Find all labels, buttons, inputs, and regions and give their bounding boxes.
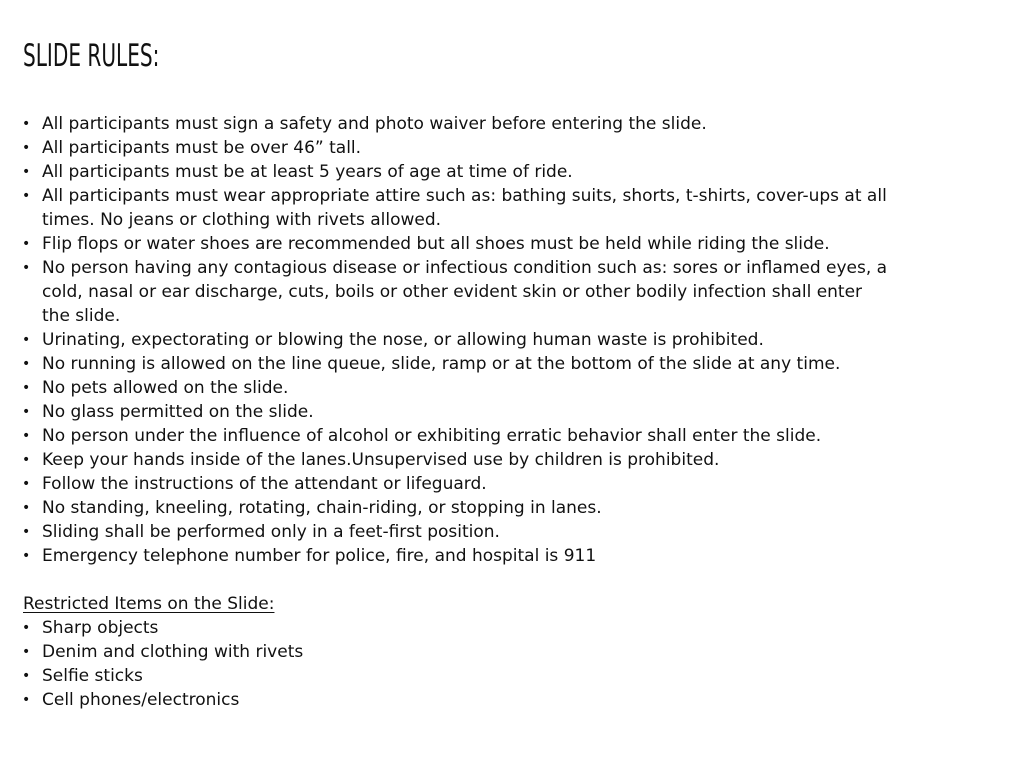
bullet-icon: • [22,332,31,348]
rule-item [0,544,1024,568]
item-text-line: Sliding shall be performed only in a feet-first position. [42,522,500,542]
item-text-line: No running is allowed on the line queue, slide, ramp or at the bottom of the slide at any time. [42,354,841,374]
restricted-item [0,688,1024,712]
rule-item [0,496,1024,520]
bullet-icon: • [22,644,31,660]
item-text-line: All participants must be over 46” tall. [42,138,362,158]
item-text-line: All participants must be at least 5 years of age at time of ride. [42,162,573,182]
bullet-icon: • [22,116,31,132]
bullet-icon: • [22,524,31,540]
section-spacer [0,568,1024,592]
restricted-items-list [0,616,1024,712]
item-text-line: All participants must sign a safety and photo waiver before entering the slide. [42,114,707,134]
page-title: SLIDE RULES: [23,38,160,74]
item-text-line: No person having any contagious disease or infectious condition such as: sores or inflamed eyes, a [42,258,888,278]
rule-item [0,448,1024,472]
rule-item [0,352,1024,376]
item-text-line: Sharp objects [42,618,159,638]
bullet-icon: • [22,692,31,708]
rule-item [0,376,1024,400]
rule-item [0,328,1024,352]
item-text-line: times. No jeans or clothing with rivets allowed. [42,210,442,230]
bullet-icon: • [22,164,31,180]
item-text-line: Denim and clothing with rivets [42,642,304,662]
rule-item [0,160,1024,184]
bullet-icon: • [22,356,31,372]
bullet-icon: • [22,188,31,204]
item-text-line: No glass permitted on the slide. [42,402,314,422]
item-text-line: No person under the influence of alcohol or exhibiting erratic behavior shall enter the slide. [42,426,822,446]
bullet-icon: • [22,428,31,444]
restricted-item [0,640,1024,664]
bullet-icon: • [22,548,31,564]
item-text-line: All participants must wear appropriate attire such as: bathing suits, shorts, t-shirts, cover-ups at all [42,186,887,206]
bullet-icon: • [22,260,31,276]
item-text-line: cold, nasal or ear discharge, cuts, boils or other evident skin or other bodily infection shall enter [42,282,863,302]
rules-list [0,112,1024,568]
rule-item [0,136,1024,160]
rule-item [0,256,1024,328]
rules-section [0,112,1024,712]
bullet-icon: • [22,236,31,252]
rule-item [0,424,1024,448]
rule-item [0,400,1024,424]
rule-item [0,520,1024,544]
rule-item [0,472,1024,496]
item-text-line: Selfie sticks [42,666,143,686]
bullet-icon: • [22,476,31,492]
rule-item [0,112,1024,136]
item-text-line: the slide. [42,306,121,326]
restricted-item [0,616,1024,640]
bullet-icon: • [22,668,31,684]
item-text-line: Flip flops or water shoes are recommended but all shoes must be held while riding the slide. [42,234,830,254]
item-text-line: Emergency telephone number for police, fire, and hospital is 911 [42,546,597,566]
bullet-icon: • [22,500,31,516]
bullet-icon: • [22,452,31,468]
bullet-icon: • [22,620,31,636]
item-text-line: Urinating, expectorating or blowing the nose, or allowing human waste is prohibited. [42,330,764,350]
item-text-line: Follow the instructions of the attendant or lifeguard. [42,474,487,494]
rule-item [0,184,1024,232]
item-text-line: Cell phones/electronics [42,690,240,710]
rule-item [0,232,1024,256]
item-text-line: No pets allowed on the slide. [42,378,289,398]
item-text-line: No standing, kneeling, rotating, chain-riding, or stopping in lanes. [42,498,602,518]
bullet-icon: • [22,380,31,396]
bullet-icon: • [22,404,31,420]
item-text-line: Keep your hands inside of the lanes.Unsupervised use by children is prohibited. [42,450,720,470]
restricted-item [0,664,1024,688]
bullet-icon: • [22,140,31,156]
restricted-items-heading: Restricted Items on the Slide: [23,594,275,614]
